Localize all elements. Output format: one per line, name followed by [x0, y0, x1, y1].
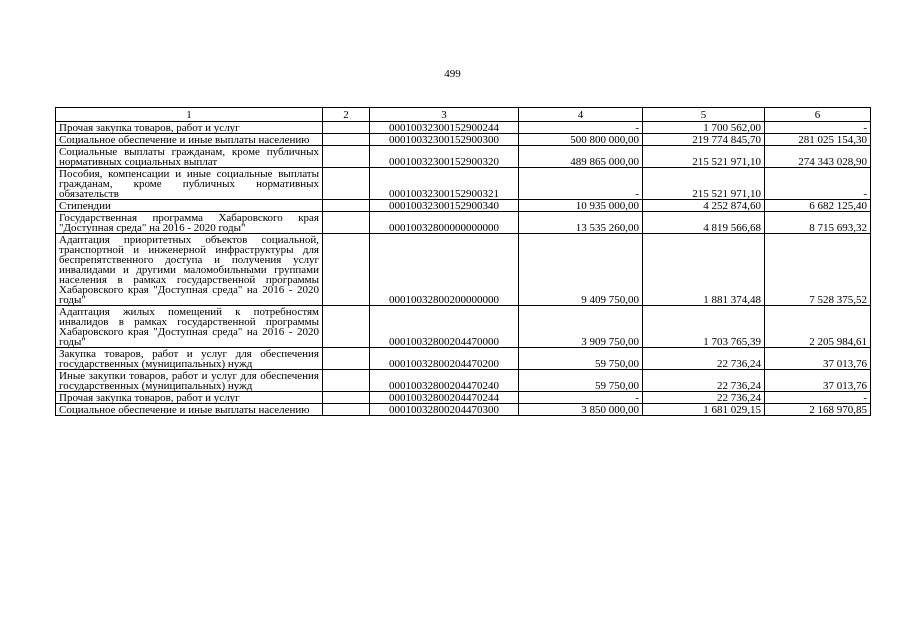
row-col6: 2 168 970,85 — [765, 404, 871, 416]
row-description: Прочая закупка товаров, работ и услуг — [56, 122, 323, 134]
table-row — [56, 212, 871, 234]
row-col5: 219 774 845,70 — [643, 134, 765, 146]
row-col6: - — [765, 392, 871, 404]
row-description: Стипендии — [56, 200, 323, 212]
row-col2 — [323, 392, 370, 404]
row-col6: - — [765, 168, 871, 200]
row-col2 — [323, 306, 370, 348]
column-header-1: 1 — [56, 108, 323, 122]
row-col4: - — [519, 392, 643, 404]
row-col6: 2 205 984,61 — [765, 306, 871, 348]
row-description: Адаптация приоритетных объектов социальной, транспортной и инженерной инфраструктуры для беспрепятственного доступа и получения услуг инвалидами и другими маломобильными группами населения в рамках государственной программы Хабаровского края "Доступная среда" на 2016 - 2020 годы" — [56, 234, 323, 306]
row-col6: 6 682 125,40 — [765, 200, 871, 212]
row-code: 00010032800204470300 — [370, 404, 519, 416]
row-col6: - — [765, 122, 871, 134]
row-col4: 489 865 000,00 — [519, 146, 643, 168]
column-header-2: 2 — [323, 108, 370, 122]
row-code: 00010032300152900300 — [370, 134, 519, 146]
table-row — [56, 200, 871, 212]
row-col4: - — [519, 122, 643, 134]
row-col2 — [323, 134, 370, 146]
column-header-3: 3 — [370, 108, 519, 122]
row-col2 — [323, 200, 370, 212]
row-description: Государственная программа Хабаровского края "Доступная среда" на 2016 - 2020 годы" — [56, 212, 323, 234]
row-description: Социальное обеспечение и иные выплаты населению — [56, 404, 323, 416]
table-row — [56, 404, 871, 416]
row-col6: 37 013,76 — [765, 370, 871, 392]
column-header-4: 4 — [519, 108, 643, 122]
row-code: 00010032300152900244 — [370, 122, 519, 134]
row-col2 — [323, 348, 370, 370]
row-col5: 22 736,24 — [643, 348, 765, 370]
row-col4: 500 800 000,00 — [519, 134, 643, 146]
row-col6: 37 013,76 — [765, 348, 871, 370]
row-col4: 3 909 750,00 — [519, 306, 643, 348]
table-row — [56, 392, 871, 404]
row-col5: 22 736,24 — [643, 392, 765, 404]
row-col2 — [323, 146, 370, 168]
row-col4: 9 409 750,00 — [519, 234, 643, 306]
row-code: 00010032800204470244 — [370, 392, 519, 404]
row-col2 — [323, 234, 370, 306]
row-code: 00010032800204470000 — [370, 306, 519, 348]
row-col2 — [323, 122, 370, 134]
row-col2 — [323, 404, 370, 416]
row-description: Адаптация жилых помещений к потребностям инвалидов в рамках государственной программы Хабаровского края "Доступная среда" на 2016 - 2020 годы" — [56, 306, 323, 348]
row-col5: 22 736,24 — [643, 370, 765, 392]
row-description: Социальные выплаты гражданам, кроме публичных нормативных социальных выплат — [56, 146, 323, 168]
row-code: 00010032800204470240 — [370, 370, 519, 392]
row-description: Иные закупки товаров, работ и услуг для обеспечения государственных (муниципальных) нужд — [56, 370, 323, 392]
row-col5: 215 521 971,10 — [643, 146, 765, 168]
budget-table — [55, 107, 871, 416]
row-code: 00010032300152900321 — [370, 168, 519, 200]
row-col5: 1 681 029,15 — [643, 404, 765, 416]
row-code: 00010032300152900340 — [370, 200, 519, 212]
row-col4: 59 750,00 — [519, 348, 643, 370]
page-number: 499 — [444, 68, 461, 80]
row-code: 00010032800000000000 — [370, 212, 519, 234]
table-row — [56, 306, 871, 348]
row-col5: 215 521 971,10 — [643, 168, 765, 200]
row-col2 — [323, 168, 370, 200]
row-col2 — [323, 370, 370, 392]
row-col2 — [323, 212, 370, 234]
row-col6: 7 528 375,52 — [765, 234, 871, 306]
row-code: 00010032800204470200 — [370, 348, 519, 370]
row-col5: 4 819 566,68 — [643, 212, 765, 234]
row-col4: - — [519, 168, 643, 200]
row-col5: 4 252 874,60 — [643, 200, 765, 212]
table-row — [56, 134, 871, 146]
header-row — [56, 108, 871, 122]
row-col4: 13 535 260,00 — [519, 212, 643, 234]
row-col5: 1 700 562,00 — [643, 122, 765, 134]
row-col5: 1 703 765,39 — [643, 306, 765, 348]
row-description: Прочая закупка товаров, работ и услуг — [56, 392, 323, 404]
table-body — [56, 122, 871, 416]
table-row — [56, 234, 871, 306]
row-code: 00010032300152900320 — [370, 146, 519, 168]
row-col4: 59 750,00 — [519, 370, 643, 392]
row-description: Пособия, компенсации и иные социальные выплаты гражданам, кроме публичных нормативных обязательств — [56, 168, 323, 200]
row-code: 00010032800200000000 — [370, 234, 519, 306]
table-row — [56, 348, 871, 370]
table-row — [56, 370, 871, 392]
row-col6: 274 343 028,90 — [765, 146, 871, 168]
row-col6: 281 025 154,30 — [765, 134, 871, 146]
table-header — [56, 108, 871, 122]
row-col6: 8 715 693,32 — [765, 212, 871, 234]
row-description: Социальное обеспечение и иные выплаты населению — [56, 134, 323, 146]
table-row — [56, 122, 871, 134]
row-description: Закупка товаров, работ и услуг для обеспечения государственных (муниципальных) нужд — [56, 348, 323, 370]
row-col4: 10 935 000,00 — [519, 200, 643, 212]
row-col4: 3 850 000,00 — [519, 404, 643, 416]
column-header-6: 6 — [765, 108, 871, 122]
table-row — [56, 146, 871, 168]
row-col5: 1 881 374,48 — [643, 234, 765, 306]
column-header-5: 5 — [643, 108, 765, 122]
table-row — [56, 168, 871, 200]
